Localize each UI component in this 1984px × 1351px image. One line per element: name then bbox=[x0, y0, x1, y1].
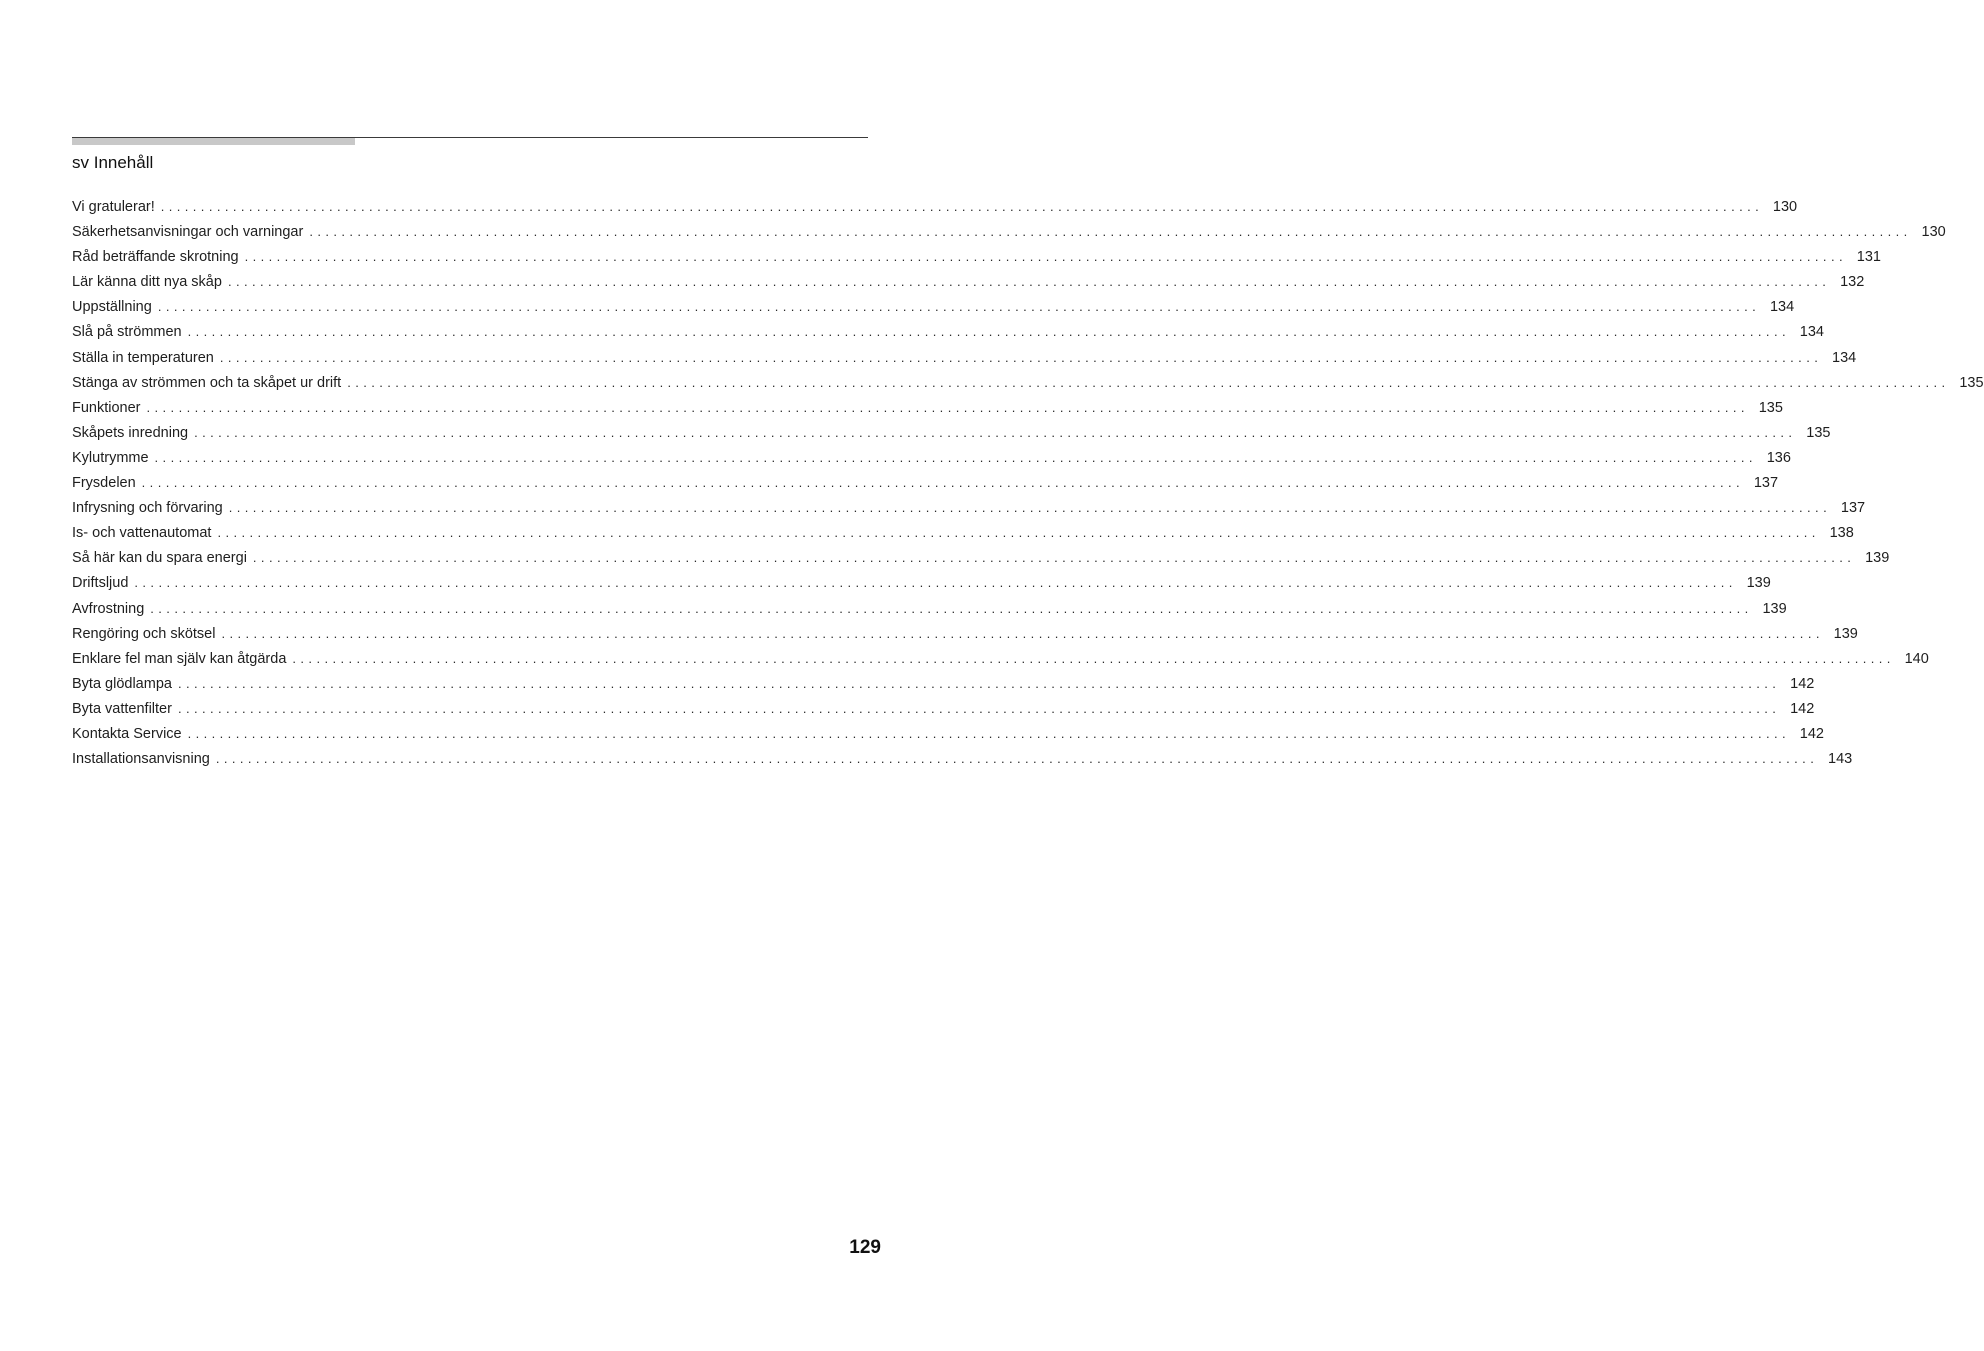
toc-entry-page: 130 bbox=[1772, 199, 1798, 215]
toc-dot-leader: ........................................................................................................................................................................................................ bbox=[309, 224, 1912, 240]
toc-entry-page: 140 bbox=[1904, 650, 1929, 667]
toc-dot-leader: ........................................................................................................................................................................................................ bbox=[221, 625, 1824, 641]
toc-dot-leader: ........................................................................................................................................................................................................ bbox=[157, 299, 1761, 315]
toc-dot-leader: ........................................................................................................................................................................................................ bbox=[141, 475, 1745, 491]
toc-entry[interactable] bbox=[72, 545, 1890, 570]
toc-dot-leader: ........................................................................................................................................................................................................ bbox=[244, 249, 1847, 265]
toc-entry-label: Råd beträffande skrotning bbox=[72, 249, 239, 266]
toc-dot-leader: ........................................................................................................................................................................................................ bbox=[160, 199, 1764, 214]
toc-entry[interactable] bbox=[72, 721, 1824, 746]
toc-dot-leader: ........................................................................................................................................................................................................ bbox=[150, 600, 1753, 616]
toc-entry-page: 142 bbox=[1790, 700, 1815, 717]
toc-dot-leader: ........................................................................................................................................................................................................ bbox=[215, 751, 1819, 767]
toc-entry-label: Uppställning bbox=[72, 299, 152, 316]
toc-entry[interactable] bbox=[72, 345, 1857, 370]
toc-entry[interactable] bbox=[72, 570, 1771, 595]
toc-entry-page: 135 bbox=[1806, 424, 1831, 441]
toc-entry-label: Skåpets inredning bbox=[72, 424, 189, 441]
toc-entry[interactable] bbox=[72, 596, 1787, 621]
toc-entry-page: 143 bbox=[1828, 751, 1853, 768]
toc-entry-page: 139 bbox=[1746, 575, 1771, 592]
toc-dot-leader: ........................................................................................................................................................................................................ bbox=[146, 399, 1749, 415]
toc-dot-leader: ........................................................................................................................................................................................................ bbox=[292, 650, 1895, 666]
toc-entry-label: Frysdelen bbox=[72, 475, 136, 492]
toc-dot-leader: ........................................................................................................................................................................................................ bbox=[134, 575, 1737, 591]
toc-entry-page: 135 bbox=[1758, 399, 1783, 416]
toc-entry-label: Enklare fel man själv kan åtgärda bbox=[72, 650, 287, 667]
toc-entry-label: Ställa in temperaturen bbox=[72, 349, 214, 366]
toc-dot-leader: ........................................................................................................................................................................................................ bbox=[227, 274, 1831, 290]
toc-entry[interactable] bbox=[72, 696, 1815, 721]
toc-entry-label: Installationsanvisning bbox=[72, 751, 210, 768]
toc-entry[interactable] bbox=[72, 621, 1858, 646]
toc-entry-label: Så här kan du spara energi bbox=[72, 550, 247, 567]
toc-dot-leader: ........................................................................................................................................................................................................ bbox=[219, 349, 1823, 365]
toc-dot-leader: ........................................................................................................................................................................................................ bbox=[228, 500, 1832, 516]
toc-entry-page: 130 bbox=[1921, 224, 1946, 241]
toc-entry[interactable] bbox=[72, 495, 1866, 520]
toc-entry-label: Byta glödlampa bbox=[72, 675, 172, 692]
toc-entry[interactable] bbox=[72, 319, 1824, 344]
table-of-contents bbox=[72, 194, 1984, 771]
toc-entry-label: Avfrostning bbox=[72, 600, 145, 617]
toc-entry-page: 139 bbox=[1865, 550, 1890, 567]
toc-entry-label: Driftsljud bbox=[72, 575, 129, 592]
toc-entry-label: Säkerhetsanvisningar och varningar bbox=[72, 224, 304, 241]
toc-entry-label: Byta vattenfilter bbox=[72, 700, 172, 717]
toc-entry-page: 138 bbox=[1829, 525, 1854, 542]
toc-entry-page: 131 bbox=[1856, 249, 1881, 266]
toc-entry[interactable] bbox=[72, 194, 1798, 219]
toc-entry[interactable] bbox=[72, 470, 1779, 495]
toc-entry-label: Funktioner bbox=[72, 399, 141, 416]
toc-entry[interactable] bbox=[72, 420, 1831, 445]
toc-entry-label: Kontakta Service bbox=[72, 725, 182, 742]
toc-entry-label: Vi gratulerar! bbox=[72, 199, 155, 215]
header-accent-bar bbox=[72, 138, 355, 145]
toc-entry[interactable] bbox=[72, 445, 1791, 470]
toc-entry[interactable] bbox=[72, 671, 1815, 696]
toc-entry-page: 142 bbox=[1790, 675, 1815, 692]
toc-entry-page: 136 bbox=[1766, 449, 1791, 466]
toc-entry[interactable] bbox=[72, 294, 1795, 319]
toc-dot-leader: ........................................................................................................................................................................................................ bbox=[252, 550, 1856, 566]
toc-dot-leader: ........................................................................................................................................................................................................ bbox=[187, 725, 1790, 741]
toc-entry[interactable] bbox=[72, 746, 1853, 771]
toc-entry[interactable] bbox=[72, 269, 1865, 294]
toc-entry-page: 139 bbox=[1833, 625, 1858, 642]
toc-entry-label: Slå på strömmen bbox=[72, 324, 182, 341]
toc-entry-page: 135 bbox=[1959, 374, 1984, 391]
toc-entry[interactable] bbox=[72, 520, 1854, 545]
toc-dot-leader: ........................................................................................................................................................................................................ bbox=[194, 424, 1797, 440]
toc-dot-leader: ........................................................................................................................................................................................................ bbox=[177, 675, 1781, 691]
toc-entry-page: 132 bbox=[1840, 274, 1865, 291]
toc-entry-page: 134 bbox=[1769, 299, 1795, 316]
toc-entry-page: 137 bbox=[1840, 500, 1866, 517]
toc-entry-page: 137 bbox=[1753, 475, 1779, 492]
toc-dot-leader: ........................................................................................................................................................................................................ bbox=[177, 700, 1781, 716]
toc-entry-label: Stänga av strömmen och ta skåpet ur drift bbox=[72, 374, 342, 391]
toc-entry[interactable] bbox=[72, 244, 1881, 269]
toc-dot-leader: ........................................................................................................................................................................................................ bbox=[217, 525, 1820, 541]
toc-dot-leader: ........................................................................................................................................................................................................ bbox=[187, 324, 1790, 340]
toc-entry-label: Is- och vattenautomat bbox=[72, 525, 212, 542]
toc-entry[interactable] bbox=[72, 395, 1783, 420]
page-title: sv Innehåll bbox=[72, 153, 154, 172]
toc-entry[interactable] bbox=[72, 646, 1929, 671]
toc-entry[interactable] bbox=[72, 370, 1984, 395]
toc-entry-label: Lär känna ditt nya skåp bbox=[72, 274, 222, 291]
toc-entry-page: 139 bbox=[1762, 600, 1787, 617]
toc-entry-label: Infrysning och förvaring bbox=[72, 500, 223, 517]
toc-entry-page: 142 bbox=[1799, 725, 1824, 742]
toc-entry-label: Rengöring och skötsel bbox=[72, 625, 216, 642]
toc-entry-page: 134 bbox=[1832, 349, 1857, 366]
toc-dot-leader: ........................................................................................................................................................................................................ bbox=[154, 449, 1757, 465]
page-number: 129 bbox=[849, 1237, 881, 1258]
toc-entry[interactable] bbox=[72, 219, 1946, 244]
toc-dot-leader: ........................................................................................................................................................................................................ bbox=[347, 374, 1950, 390]
toc-entry-page: 134 bbox=[1799, 324, 1824, 341]
toc-entry-label: Kylutrymme bbox=[72, 449, 149, 466]
